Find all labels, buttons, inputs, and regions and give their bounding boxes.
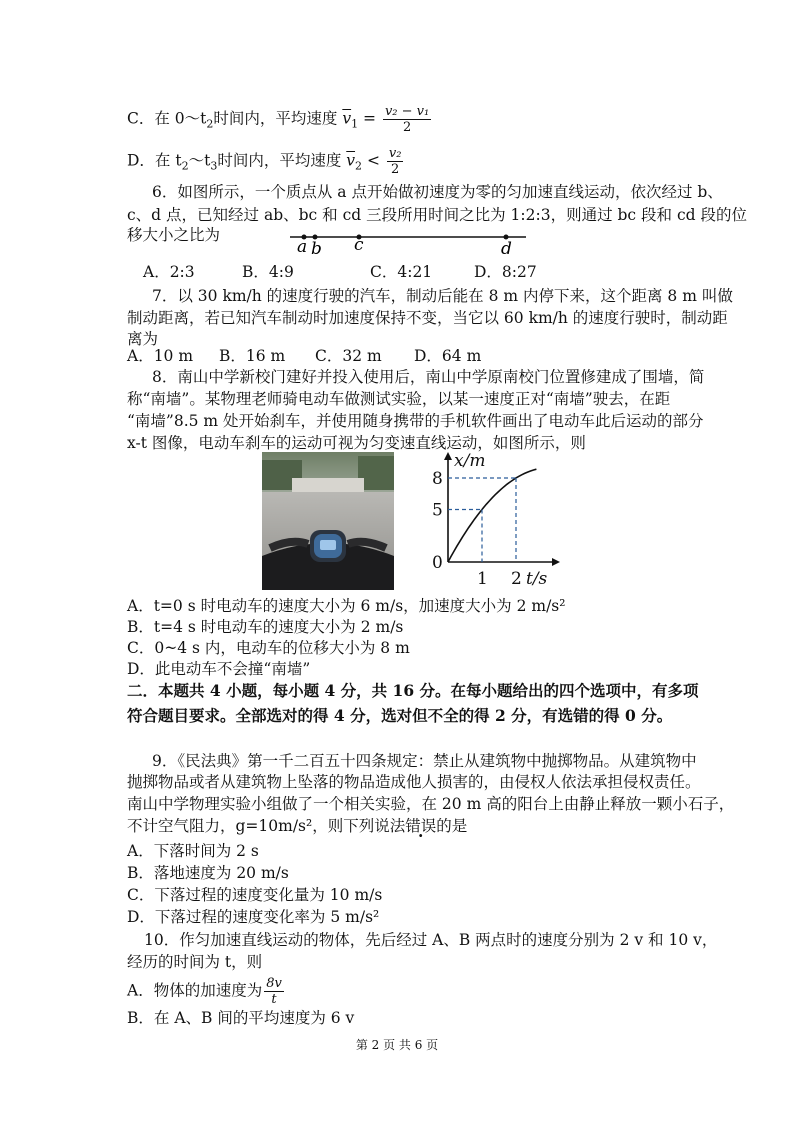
q5-c-fraction: $\frac{\text{v₂ − v₁}}{2}$ [384, 104, 430, 135]
q6-line-1: 6．如图所示，一个质点从 a 点开始做初速度为零的匀加速直线运动，依次经过 b、 [152, 183, 723, 201]
q6-option-c: C．4:21 [370, 263, 433, 281]
q10-line-1: 10．作匀加速直线运动的物体，先后经过 A、B 两点时的速度分别为 2 v 和 10 v， [144, 931, 718, 949]
ebike-photo [262, 452, 394, 590]
x-tick-2: 2 [511, 569, 522, 589]
q8-line-3: “南墙”8.5 m 处开始刹车，并使用随身携带的手机软件画出了电动车此后运动的部分 [127, 412, 704, 430]
q7-option-d: D．64 m [414, 347, 482, 365]
x-tick-1: 1 [477, 569, 488, 589]
q7-option-a: A．10 m [127, 347, 194, 365]
q6-line-3: 移大小之比为 [127, 226, 221, 244]
point-d-label: d [501, 239, 512, 259]
q6-option-b: B．4:9 [242, 263, 294, 281]
t-axis-label: t/s [526, 569, 548, 589]
q8-option-a: A．t=0 s 时电动车的速度大小为 6 m/s，加速度大小为 2 m/s² [127, 597, 566, 615]
q8-option-d: D．此电动车不会撞“南墙” [127, 660, 311, 678]
emphasis-word: 错误 [405, 817, 437, 835]
q9-option-b: B．落地速度为 20 m/s [127, 864, 289, 882]
q9-line-4: 不计空气阻力，g=10m/s²，则下列说法错误的是 [127, 817, 468, 835]
q9-option-d: D．下落过程的速度变化率为 5 m/s² [127, 908, 380, 926]
q8-option-b: B．t=4 s 时电动车的速度大小为 2 m/s [127, 618, 404, 636]
xt-chart [430, 452, 562, 590]
q6-option-d: D．8:27 [474, 263, 537, 281]
q7-line-2: 制动距离，若已知汽车制动时加速度保持不变，当它以 60 km/h 的速度行驶时，制动距 [127, 309, 728, 327]
q7-option-b: B．16 m [219, 347, 286, 365]
q7-option-c: C．32 m [315, 347, 382, 365]
q5-d-fraction: $\frac{\text{v₂}}{2}$ [388, 146, 402, 177]
q10-option-b: B．在 A、B 间的平均速度为 6 v [127, 1009, 355, 1027]
point-c-label: c [354, 235, 364, 255]
page-footer: 第 2 页 共 6 页 [355, 1038, 439, 1052]
q9-line-2: 抛掷物品或者从建筑物上坠落的物品造成他人损害的，由侵权人依法承担侵权责任。 [127, 773, 701, 791]
point-b-label: b [311, 239, 322, 259]
q5-option-c: C．在 $0\sim t_2$时间内，平均速度 $\overline{v}_1$ = $\frac{\text{v₂ − v₁}}{2}$ [127, 104, 430, 135]
y-tick-8: 8 [432, 469, 443, 489]
q6-motion-diagram [286, 228, 534, 262]
q9-line-3: 南山中学物理实验小组做了一个相关实验，在 20 m 高的阳台上由静止释放一颗小石子， [127, 795, 735, 813]
q6-line-2: c、d 点，已知经过 ab、bc 和 cd 三段所用时间之比为 1:2:3，则通过 bc 段和 cd 段的位 [127, 206, 747, 224]
q7-line-3: 离为 [127, 330, 159, 348]
q9-option-a: A．下落时间为 2 s [127, 842, 259, 860]
t-axis-arrow [552, 558, 560, 566]
origin-label: 0 [432, 553, 443, 573]
q6-option-a: A．2:3 [143, 263, 195, 281]
q10-line-2: 经历的时间为 t，则 [127, 953, 263, 971]
point-a-label: a [297, 237, 308, 257]
q8-line-1: 8．南山中学新校门建好并投入使用后，南山中学原南校门位置修建成了围墙，简 [152, 368, 705, 386]
q9-line-1: 9．《民法典》第一千二百五十四条规定：禁止从建筑物中抛掷物品。从建筑物中 [152, 752, 697, 770]
q7-line-1: 7．以 30 km/h 的速度行驶的汽车，制动后能在 8 m 内停下来，这个距离 8 m 叫做 [152, 287, 733, 305]
xt-curve [448, 469, 536, 562]
section-2-heading-line-2: 符合题目要求。全部选对的得 4 分，选对但不全的得 2 分，有选错的得 0 分。 [127, 706, 673, 725]
q8-line-4: x-t 图像，电动车刹车的运动可视为匀变速直线运动，如图所示，则 [127, 434, 586, 452]
q10-a-fraction: $\frac{8v}{t}$ [266, 976, 282, 1007]
y-tick-5: 5 [432, 500, 443, 521]
q9-option-c: C．下落过程的速度变化量为 10 m/s [127, 886, 383, 904]
x-axis-arrow [444, 452, 452, 460]
x-axis-label: x/m [454, 452, 486, 471]
q5-option-d: D．在 $t_2\sim t_3$时间内，平均速度 $\overline{v}_2$ < $\frac{\text{v₂}}{2}$ [127, 146, 402, 177]
q8-option-c: C．0~4 s 内，电动车的位移大小为 8 m [127, 639, 410, 657]
q10-option-a: A．物体的加速度为 $\frac{8v}{t}$ [127, 976, 282, 1007]
q8-line-2: 称“南墙”。某物理老师骑电动车做测试实验，以某一速度正对“南墙”驶去，在距 [127, 390, 671, 408]
section-2-heading-line-1: 二．本题共 4 小题，每小题 4 分，共 16 分。在每小题给出的四个选项中，有多项 [127, 681, 699, 700]
